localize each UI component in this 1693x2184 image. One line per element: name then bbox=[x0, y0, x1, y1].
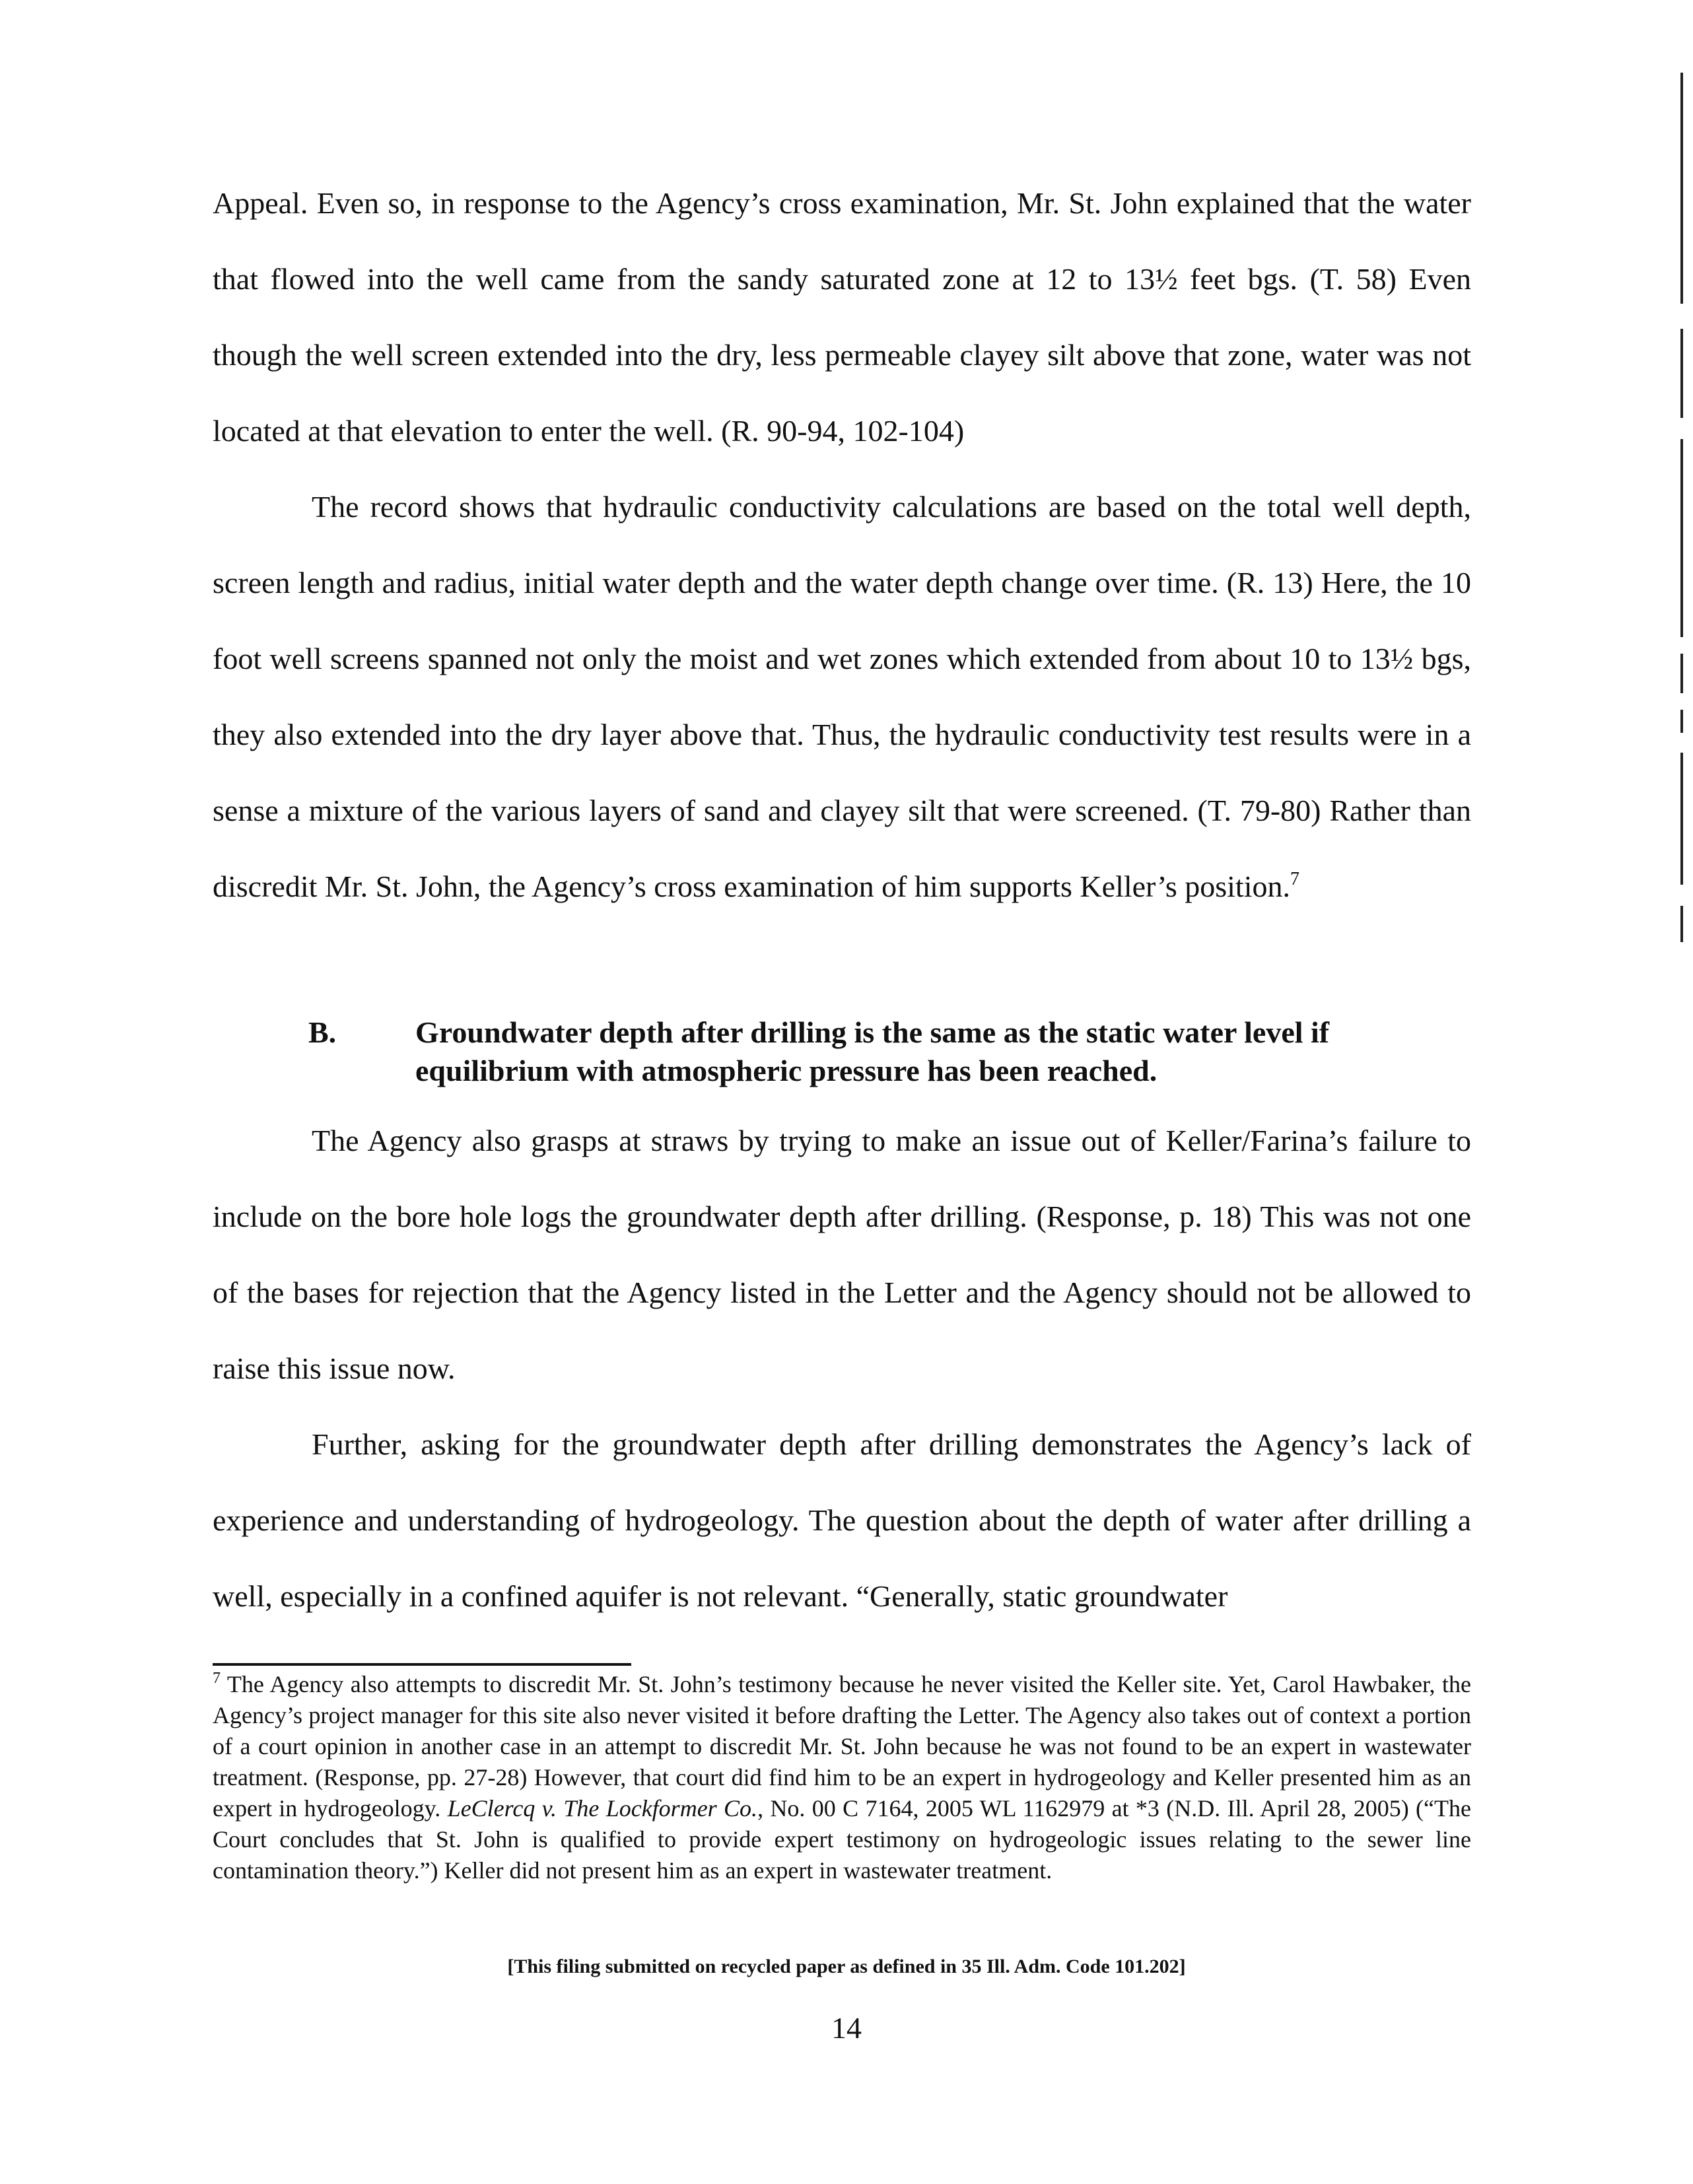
section-letter: B. bbox=[308, 1015, 337, 1049]
revision-bar bbox=[1680, 906, 1683, 942]
footnote-text-part1: The Agency also attempts to discredit Mr. St. John’s testimony because he never visited the Keller site. Yet, Carol Hawbaker, the Agency’s project manager for this site also never visited it before drafting the Letter. The Agency also takes out of context a portion of a court opinion in another case in an attempt to discredit Mr. St. John because he was not found to be an expert in wastewater treatment. (Response, pp. 27-28) However, that court did find him to be an expert in hydrogeology and Keller presented him as an expert in hydrogeology. bbox=[213, 1671, 1471, 1822]
footnote-text-part2: , No. 00 C 7164, 2005 WL 1162979 at *3 (N.D. Ill. April 28, 2005) (“The Court concludes that St. John is qualified to provide expert testimony on hydrogeologic issues relating to the sewer line contamination theory.”) Keller did not present him as an expert in wastewater treatment. bbox=[213, 1795, 1471, 1884]
revision-bar bbox=[1680, 439, 1683, 637]
body-paragraph-2 bbox=[213, 469, 1471, 924]
revision-bar bbox=[1680, 329, 1683, 418]
page-number: 14 bbox=[831, 2011, 862, 2045]
footnote-reference: 7 bbox=[1290, 869, 1299, 889]
body-paragraph-3 bbox=[213, 1103, 1471, 1406]
footnote-7 bbox=[213, 1669, 1471, 1886]
revision-bar bbox=[1680, 654, 1683, 693]
revision-bar bbox=[1680, 73, 1683, 304]
case-citation: LeClercq v. The Lockformer Co. bbox=[447, 1795, 758, 1822]
footnote-marker: 7 bbox=[213, 1670, 221, 1687]
section-title: Groundwater depth after drilling is the same as the static water level if equilibrium with atmospheric pressure has been reached. bbox=[415, 1015, 1330, 1087]
revision-bar bbox=[1680, 753, 1683, 885]
section-heading bbox=[308, 1013, 1431, 1090]
paragraph-text: Appeal. Even so, in response to the Agency’s cross examination, Mr. St. John explained that the water that flowed into the well came from the sandy saturated zone at 12 to 13½ feet bgs. (T. 58) Even though the well screen extended into the dry, less permeable clayey silt above that zone, water was not located at that elevation to enter the well. (R. 90-94, 102-104) bbox=[213, 186, 1471, 448]
paragraph-text: The Agency also grasps at straws by trying to make an issue out of Keller/Farina’s failure to include on the bore hole logs the groundwater depth after drilling. (Response, p. 18) This was not one of the bases for rejection that the Agency listed in the Letter and the Agency should not be allowed to raise this issue now. bbox=[213, 1124, 1471, 1385]
revision-bar bbox=[1680, 710, 1683, 733]
paragraph-text: Further, asking for the groundwater depth after drilling demonstrates the Agency’s lack of experience and understanding of hydrogeology. The question about the depth of water after drilling a well, especially in a confined aquifer is not relevant. “Generally, static groundwater bbox=[213, 1427, 1471, 1613]
filing-notice: [This filing submitted on recycled paper as defined in 35 Ill. Adm. Code 101.202] bbox=[507, 1956, 1186, 1977]
footnote-divider bbox=[213, 1663, 631, 1666]
body-paragraph-4 bbox=[213, 1406, 1471, 1634]
paragraph-text: The record shows that hydraulic conductivity calculations are based on the total well depth, screen length and radius, initial water depth and the water depth change over time. (R. 13) Here, the 10 foot well screens spanned not only the moist and wet zones which extended from about 10 to 13½ bgs, they also extended into the dry layer above that. Thus, the hydraulic conductivity test results were in a sense a mixture of the various layers of sand and clayey silt that were screened. (T. 79-80) Rather than discredit Mr. St. John, the Agency’s cross examination of him supports Keller’s position. bbox=[213, 490, 1471, 903]
body-paragraph-1 bbox=[213, 165, 1471, 469]
